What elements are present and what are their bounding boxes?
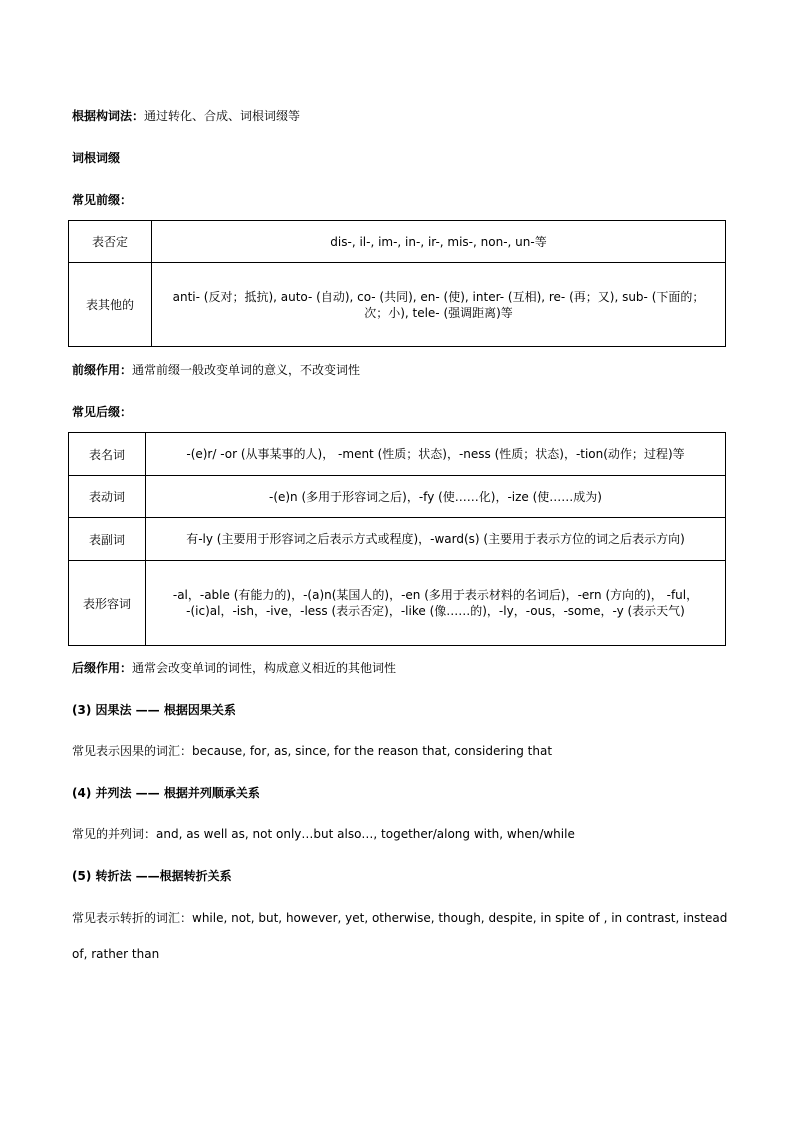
suffix-heading: 常见后缀： [72, 405, 133, 419]
cause-heading: (3) 因果法 —— 根据因果关系 [72, 703, 236, 717]
intro-label: 根据构词法： [72, 109, 145, 123]
table-row [69, 561, 726, 646]
prefix-function-label: 前缀作用： [72, 363, 133, 377]
suffix-row-content [146, 518, 726, 561]
suffix-row-head: 表动词 [69, 476, 146, 518]
prefix-heading: 常见前缀： [72, 193, 133, 207]
suffix-table [68, 432, 726, 646]
prefix-function-line [72, 362, 360, 378]
suffix-row-line: -al，-able (有能力的)，-(a)n(某国人的)，-en (多用于表示材料的名词后)，-ern (方向的)， -ful， [172, 588, 699, 602]
suffix-row-line: -(e)r/ -or (从事某事的人)， -ment (性质；状态)，-ness (性质；状态)，-tion(动作；过程)等 [186, 447, 685, 461]
cause-text: 常见表示因果的词汇：because, for, as, since, for the reason that, considering that [72, 744, 553, 758]
suffix-row-head: 表副词 [69, 518, 146, 561]
suffix-row-content [146, 561, 726, 646]
section-affix-heading: 词根词缀 [72, 151, 121, 165]
parallel-text: 常见的并列词：and, as well as, not only…but also…, together/along with, when/while [72, 827, 575, 841]
table-row [69, 518, 726, 561]
prefix-row-content [152, 221, 726, 263]
prefix-row-head: 表其他的 [69, 263, 152, 347]
prefix-row-content [152, 263, 726, 347]
prefix-row-line: 次；小), tele- (强调距离)等 [364, 305, 513, 320]
suffix-row-line: -(e)n (多用于形容词之后)，-fy (使……化)，-ize (使……成为) [268, 489, 602, 504]
suffix-row-line: 有-ly (主要用于形容词之后表示方式或程度)，-ward(s) (主要用于表示方位的词之后表示方向) [186, 532, 685, 546]
table-row [69, 433, 726, 476]
suffix-row-content [146, 476, 726, 518]
intro-line [72, 108, 300, 124]
suffix-row-line: -(ic)al，-ish，-ive，-less (表示否定)，-like (像……的)，-ly，-ous，-some，-y (表示天气) [186, 604, 685, 618]
suffix-row-head: 表形容词 [69, 561, 146, 646]
suffix-function-line [72, 660, 396, 676]
suffix-row-head: 表名词 [69, 433, 146, 476]
contrast-heading: (5) 转折法 ——根据转折关系 [72, 869, 232, 883]
suffix-function-label: 后缀作用： [72, 661, 133, 675]
parallel-heading: (4) 并列法 —— 根据并列顺承关系 [72, 786, 260, 800]
intro-text: 通过转化、合成、词根词缀等 [144, 109, 301, 123]
suffix-function-text: 通常会改变单词的词性，构成意义相近的其他词性 [132, 661, 397, 675]
suffix-row-content [146, 433, 726, 476]
prefix-row-line: anti- (反对；抵抗), auto- (自动), co- (共同), en- (使), inter- (互相), re- (再；又), sub- (下面的； [172, 289, 705, 304]
prefix-row-head: 表否定 [69, 221, 152, 263]
prefix-row-line: dis-, il-, im-, in-, ir-, mis-, non-, un-等 [330, 234, 547, 249]
table-row [69, 476, 726, 518]
prefix-function-text: 通常前缀一般改变单词的意义，不改变词性 [132, 363, 361, 377]
prefix-table [68, 220, 726, 347]
contrast-text: 常见表示转折的词汇：while, not, but, however, yet, otherwise, though, despite, in spite of , in contrast, instead of, rather than [72, 911, 728, 961]
table-row [69, 263, 726, 347]
table-row [69, 221, 726, 263]
